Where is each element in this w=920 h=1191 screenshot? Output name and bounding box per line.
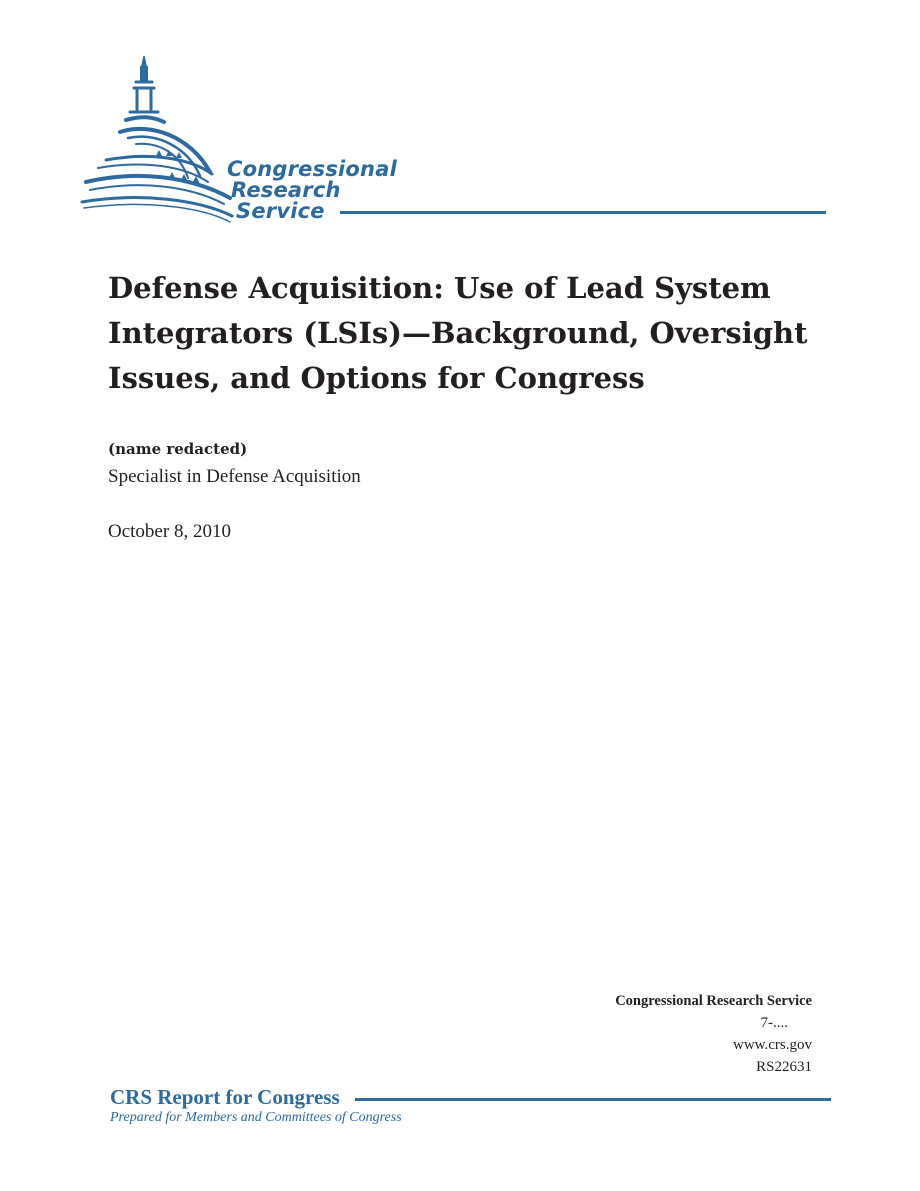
logo-text-service: Service [236,199,325,223]
report-title: Defense Acquisition: Use of Lead System Integrators (LSIs)—Background, Oversight Issues, and Options for Congress [108,271,808,395]
logo-rule [340,211,826,214]
logo-text-congressional: Congressional [227,157,397,181]
crs-url-link[interactable]: www.crs.gov [732,1037,812,1053]
order-code: 7-.... [760,1015,788,1031]
author-name: (name redacted) [108,440,248,458]
author-role: Specialist in Defense Acquisition [108,466,361,487]
crs-name: Congressional Research Service [615,993,812,1009]
report-date: October 8, 2010 [108,521,231,542]
footer-title: CRS Report for Congress [110,1085,340,1109]
crs-info-block [615,990,812,1078]
report-number: RS22631 [756,1059,812,1075]
footer-subtitle: Prepared for Members and Committees of Congress [110,1110,402,1125]
footer-rule [355,1098,831,1101]
logo-text-research: Research [231,178,341,202]
